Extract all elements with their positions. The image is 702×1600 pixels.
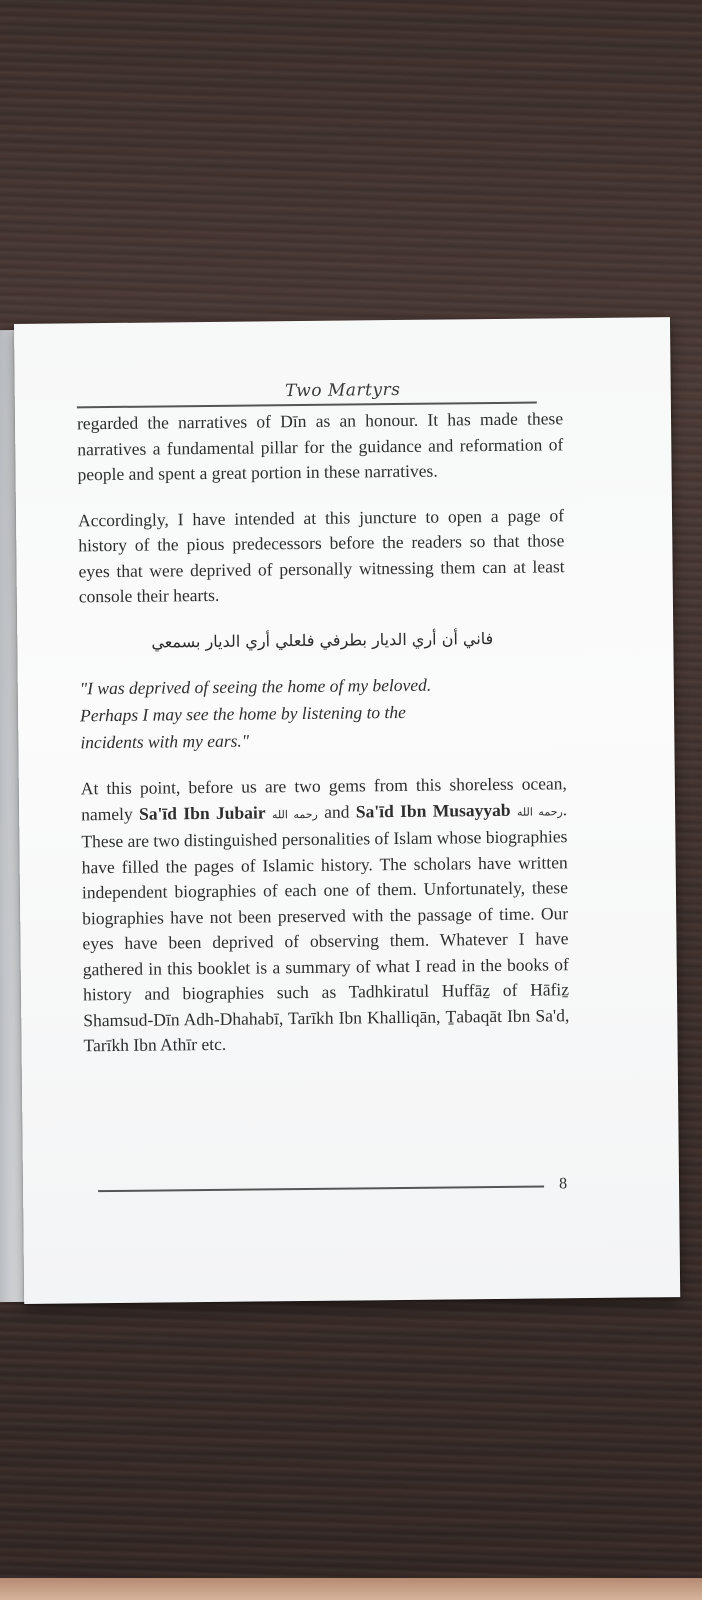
page-number: 8 bbox=[558, 1175, 568, 1193]
paragraph-3-intro: At this point, before us are two gems from this shoreless ocean, namely bbox=[80, 773, 567, 824]
background-edge bbox=[0, 1578, 702, 1600]
honorific-1: رحمه الله bbox=[271, 807, 318, 821]
name-said-ibn-musayyab: Sa'īd Ibn Musayyab bbox=[355, 799, 511, 821]
verse-translation bbox=[80, 671, 481, 756]
running-title: Two Martyrs bbox=[284, 379, 401, 402]
paragraph-1: regarded the narratives of Dīn as an honour. It has made these narratives a fundamental pillar for the guidance and reformation of people and spent a great portion in these narratives. bbox=[76, 408, 564, 485]
quote-line: "I was deprived of seeing the home of my beloved. bbox=[79, 674, 432, 699]
arabic-verse: فاني أن أري الديار بطرفي فلعلي أري الديار بسمعي bbox=[151, 628, 494, 652]
paragraph-2: Accordingly, I have intended at this juncture to open a page of history of the pious predecessors before the readers so that those eyes that were deprived of personally witnessing them can at least console their hearts. bbox=[77, 504, 565, 607]
name-said-ibn-jubair: Sa'īd Ibn Jubair bbox=[138, 801, 266, 824]
paragraph-3 bbox=[81, 771, 570, 1059]
quote-line: Perhaps I may see the home by listening to the bbox=[79, 701, 406, 726]
book-page bbox=[14, 317, 680, 1304]
quote-line: incidents with my ears." bbox=[80, 730, 250, 753]
footer-rule bbox=[98, 1185, 544, 1191]
paragraph-3-rest: . These are two distinguished personalities of Islam whose biographies have filled the pages of Islamic history. The scholars have written independent biographies of each one of them. Unfortunately, these biographies have not been preserved with the passage of time. Our eyes have been deprived of observing them. Whatever I have gathered in this booklet is a summary of what I read in the books of history and biographies such as Tadhkiratul Huffāẕ of Hāfiẕ Shamsud-Dīn Adh-Dhahabī, Tarīkh Ibn Khalliqān, Ṯabaqāt Ibn Sa'd, Tarīkh Ibn Athīr etc. bbox=[81, 798, 570, 1056]
page-content bbox=[77, 406, 570, 1079]
conjunction: and bbox=[317, 800, 356, 822]
honorific-2: رحمه الله bbox=[516, 804, 563, 819]
